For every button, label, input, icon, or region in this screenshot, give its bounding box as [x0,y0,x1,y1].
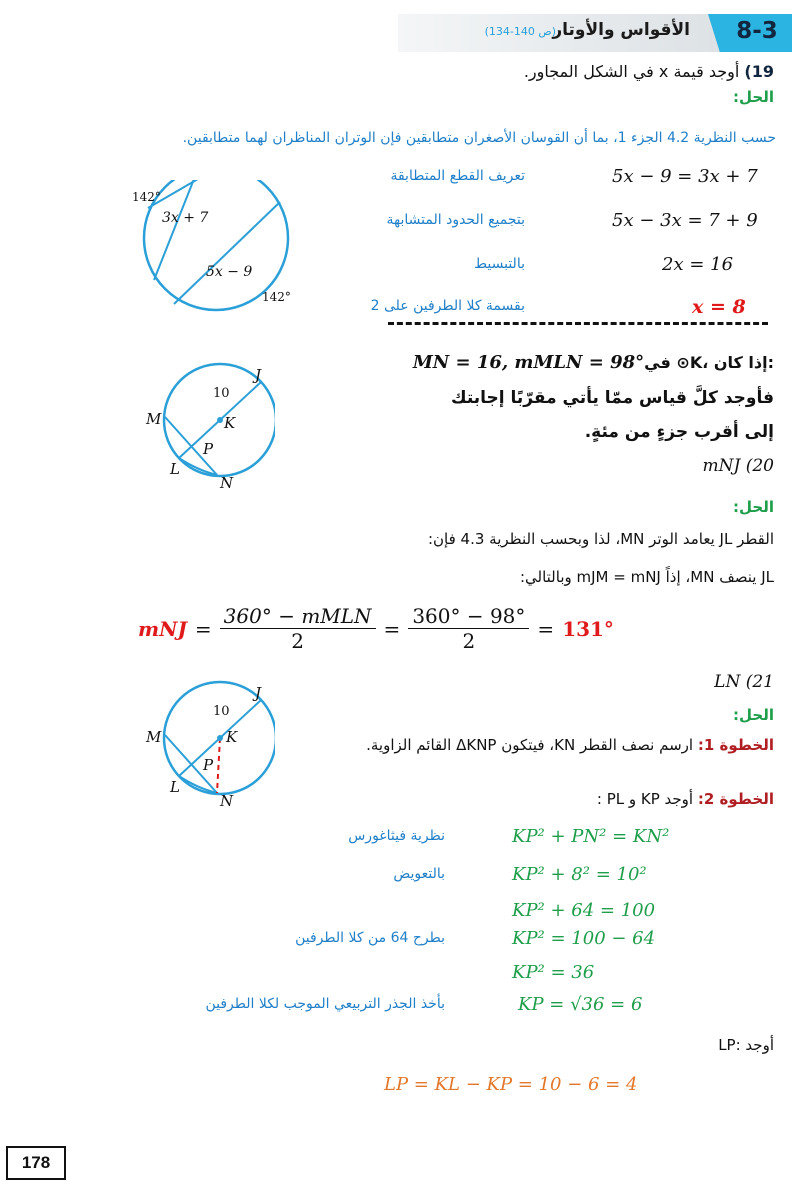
q21-step1-label: الخطوة 1: [697,736,774,754]
q19-reason-3: بالتبسيط [474,256,525,272]
q20-frac1-den: 2 [291,629,304,653]
given-math: MN = 16, mMLN = 98° [412,352,645,373]
q21-find-lp: أوجد :LP [718,1036,774,1054]
given-line-3: إلى أقرب جزءٍ من مئةٍ. [584,422,774,442]
q21-lp-equation: LP = KL − KP = 10 − 6 = 4 [384,1074,638,1095]
q21-label-k: K [226,728,238,746]
lesson-pages: (ص 140-134) [484,25,556,38]
label-l: L [170,460,180,478]
q19-chord2-label: 5x − 9 [206,264,253,280]
q19-prompt-text: أوجد قيمة x في الشكل المجاور. [523,62,740,81]
q21-label-n: N [220,792,234,810]
q20-solution-label: الحل: [733,498,774,516]
q21-eq-6: KP = √36 = 6 [518,994,643,1015]
q21-label-l: L [170,778,180,796]
q19-solution-label: الحل: [733,88,774,106]
label-radius: 10 [213,386,230,401]
q20-frac2-num: 360° − 98° [408,604,529,629]
q19-eq-4: x = 8 [692,296,746,318]
page-number: 178 [6,1146,66,1180]
q19-prompt [524,62,774,81]
q20-result: mNJ = $\frac{\text{360° − mMLN}}{2}$ = $\frac{360^\circ - 98^\circ}{2}$ = 131° [138,604,614,653]
q19-eq-1: 5x − 9 = 3x + 7 [612,166,758,187]
label-k: K [224,414,236,432]
q20-frac2-den: 2 [462,629,476,653]
q21-solution-label: الحل: [733,706,774,724]
q21-step1-text: ارسم نصف القطر KN، فيتكون ΔKNP القائم الزاوية. [366,736,694,754]
radius-kn [217,738,220,793]
q20-frac1-num: 360° − mMLN [220,604,376,629]
q19-eq-2: 5x − 3x = 7 + 9 [612,210,758,231]
q19-number: 19) [744,62,774,81]
section-divider [388,322,768,325]
q19-chord1-label: 3x + 7 [162,210,209,226]
q19-eq-3: 2x = 16 [662,254,734,275]
q21-eq-4: KP² = 100 − 64 [512,928,656,949]
q20-fraction-2 [408,604,529,653]
q19-arc-top-label: 142° [132,190,161,204]
given-line-1 [413,352,774,373]
given-intro: في ⊙K، إذا كان: [644,353,774,372]
q19-theorem-text: حسب النظرية 4.2 الجزء 1، بما أن القوسان الأصغران متطابقين فإن الوتران المناظران لهما متطابقين. [182,130,776,146]
label-j: J [255,366,262,384]
q21-eq-1: KP² + PN² = KN² [512,826,670,847]
q21-step2-label: الخطوة 2: [697,790,774,808]
q21-label-m: M [146,728,162,746]
lesson-title: الأقواس والأوتار [552,20,690,40]
q20-label: mNJ (20 [702,456,774,476]
q20-line-2: JL ينصف MN، إذاً mJM = mNJ وبالتالي: [519,568,774,586]
q21-reason-6: بأخذ الجذر التربيعي الموجب لكلا الطرفين [205,996,445,1012]
q19-reason-1: تعريف القطع المتطابقة [390,168,525,184]
q21-eq-3: KP² + 64 = 100 [512,900,656,921]
q21-reason-2: بالتعويض [393,866,445,882]
q20-result-lhs: mNJ [138,616,187,641]
q19-reason-4: بقسمة كلا الطرفين على 2 [370,298,525,314]
q20-result-value: 131° [562,616,614,641]
q21-reason-4: بطرح 64 من كلا الطرفين [295,930,445,946]
given-line-2: فأوجد كلَّ قياس ممّا يأتي مقرّبًا إجابتك [450,388,774,408]
q21-step1 [366,736,774,754]
q19-arc-bottom-label: 142° [262,290,291,304]
q21-label-radius: 10 [213,704,230,719]
q21-reason-1: نظرية فيثاغورس [348,828,445,844]
label-p: P [203,440,214,458]
label-n: N [220,474,234,492]
lesson-code: 8-3 [736,18,778,44]
q19-reason-2: بتجميع الحدود المتشابهة [386,212,525,228]
q21-step2 [597,790,774,808]
q21-label-j: J [255,684,262,702]
q21-eq-2: KP² + 8² = 10² [512,864,647,885]
q21-step2-text: أوجد KP و PL : [596,790,694,808]
q20-fraction-1 [220,604,376,653]
q21-label: LN (21 [714,672,774,692]
q20-line-1: القطر JL يعامد الوتر MN، لذا وبحسب النظرية 4.3 فإن: [427,530,774,548]
q21-label-p: P [203,756,214,774]
label-m: M [146,410,162,428]
q21-eq-5: KP² = 36 [512,962,595,983]
